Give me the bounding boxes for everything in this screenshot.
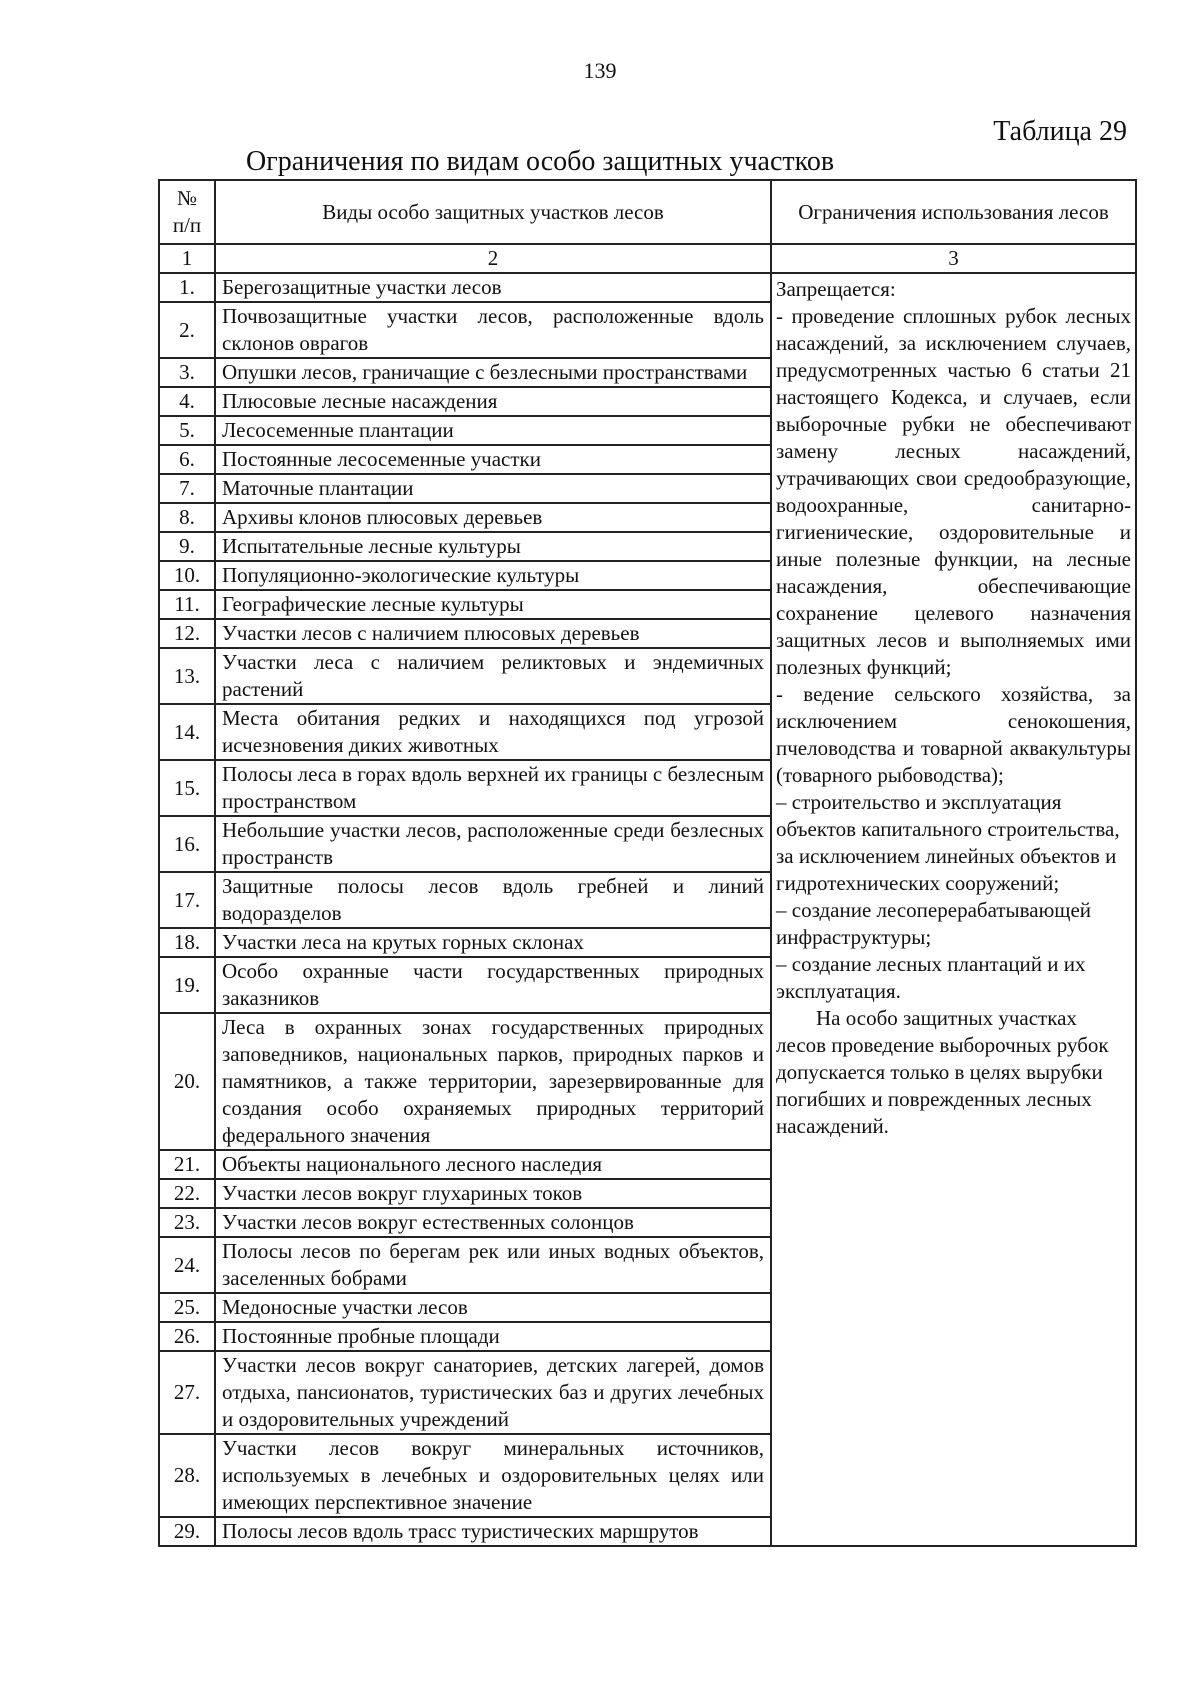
row-number: 15. — [159, 760, 215, 816]
restriction-intro: Запрещается: — [776, 277, 896, 301]
row-number: 22. — [159, 1179, 215, 1208]
row-kind: Участки лесов вокруг минеральных источников, используемых в лечебных и оздоровительных целях или имеющих перспективное значение — [215, 1434, 771, 1517]
column-number: 2 — [215, 244, 771, 273]
row-kind: Географические лесные культуры — [215, 590, 771, 619]
row-kind: Леса в охранных зонах государственных природных заповедников, национальных парков, природных парков и памятников, а также территории, зарезервированные для создания особо охраняемых природных территорий федерального значения — [215, 1013, 771, 1150]
row-number: 14. — [159, 704, 215, 760]
restriction-item: – строительство и эксплуатация объектов капитального строительства, за исключением линейных объектов и гидротехнических сооружений; — [776, 790, 1120, 895]
row-number: 25. — [159, 1293, 215, 1322]
row-number: 9. — [159, 532, 215, 561]
row-kind: Участки леса на крутых горных склонах — [215, 928, 771, 957]
row-kind: Полосы леса в горах вдоль верхней их границы с безлесным пространством — [215, 760, 771, 816]
row-kind: Участки лесов вокруг естественных солонцов — [215, 1208, 771, 1237]
restrictions-table — [158, 179, 1137, 1547]
table-body — [159, 273, 1136, 1546]
row-number: 11. — [159, 590, 215, 619]
header-kinds: Виды особо защитных участков лесов — [215, 180, 771, 244]
row-kind: Плюсовые лесные насаждения — [215, 387, 771, 416]
row-number: 5. — [159, 416, 215, 445]
header-restrictions: Ограничения использования лесов — [771, 180, 1136, 244]
row-number: 24. — [159, 1237, 215, 1293]
row-number: 6. — [159, 445, 215, 474]
row-kind: Берегозащитные участки лесов — [215, 273, 771, 302]
row-number: 19. — [159, 957, 215, 1013]
restriction-note: На особо защитных участках лесов проведение выборочных рубок допускается только в целях вырубки погибших и поврежденных лесных насаждений. — [776, 1006, 1109, 1138]
column-number: 3 — [771, 244, 1136, 273]
row-number: 8. — [159, 503, 215, 532]
restrictions-text — [776, 276, 1131, 1140]
row-kind: Медоносные участки лесов — [215, 1293, 771, 1322]
table-row — [159, 273, 1136, 302]
row-kind: Объекты национального лесного наследия — [215, 1150, 771, 1179]
row-kind: Места обитания редких и находящихся под угрозой исчезновения диких животных — [215, 704, 771, 760]
table-label: Таблица 29 — [993, 116, 1127, 147]
column-number-row — [159, 244, 1136, 273]
row-number: 2. — [159, 302, 215, 358]
restriction-item: - ведение сельского хозяйства, за исключением сенокошения, пчеловодства и товарной аквакультуры (товарного рыбоводства); — [776, 682, 1131, 787]
row-kind: Участки лесов с наличием плюсовых деревьев — [215, 619, 771, 648]
row-number: 10. — [159, 561, 215, 590]
row-kind: Постоянные лесосеменные участки — [215, 445, 771, 474]
row-kind: Участки лесов вокруг санаториев, детских лагерей, домов отдыха, пансионатов, туристических баз и других лечебных и оздоровительных учреждений — [215, 1351, 771, 1434]
row-number: 29. — [159, 1517, 215, 1546]
row-kind: Архивы клонов плюсовых деревьев — [215, 503, 771, 532]
row-number: 27. — [159, 1351, 215, 1434]
row-kind: Защитные полосы лесов вдоль гребней и линий водоразделов — [215, 872, 771, 928]
row-number: 4. — [159, 387, 215, 416]
row-number: 12. — [159, 619, 215, 648]
table-title: Ограничения по видам особо защитных участков — [246, 146, 835, 177]
page-number: 139 — [583, 58, 617, 83]
row-kind: Популяционно-экологические культуры — [215, 561, 771, 590]
row-kind: Участки леса с наличием реликтовых и эндемичных растений — [215, 648, 771, 704]
row-kind: Особо охранные части государственных природных заказников — [215, 957, 771, 1013]
table-header-row — [159, 180, 1136, 244]
row-number: 3. — [159, 358, 215, 387]
row-kind: Постоянные пробные площади — [215, 1322, 771, 1351]
header-number: № п/п — [159, 180, 215, 244]
row-number: 18. — [159, 928, 215, 957]
row-number: 21. — [159, 1150, 215, 1179]
row-kind: Почвозащитные участки лесов, расположенные вдоль склонов оврагов — [215, 302, 771, 358]
restriction-item: – создание лесоперерабатывающей инфраструктуры; — [776, 898, 1092, 949]
row-kind: Полосы лесов вдоль трасс туристических маршрутов — [215, 1517, 771, 1546]
row-kind: Лесосеменные плантации — [215, 416, 771, 445]
column-number: 1 — [159, 244, 215, 273]
row-kind: Испытательные лесные культуры — [215, 532, 771, 561]
row-number: 17. — [159, 872, 215, 928]
row-kind: Маточные плантации — [215, 474, 771, 503]
row-number: 16. — [159, 816, 215, 872]
row-kind: Участки лесов вокруг глухариных токов — [215, 1179, 771, 1208]
row-kind: Полосы лесов по берегам рек или иных водных объектов, заселенных бобрами — [215, 1237, 771, 1293]
row-number: 7. — [159, 474, 215, 503]
row-number: 20. — [159, 1013, 215, 1150]
row-number: 26. — [159, 1322, 215, 1351]
row-kind: Небольшие участки лесов, расположенные среди безлесных пространств — [215, 816, 771, 872]
restriction-item: - проведение сплошных рубок лесных насаждений, за исключением случаев, предусмотренных частью 6 статьи 21 настоящего Кодекса, и случаев, если выборочные рубки не обеспечивают замену лесных насаждений, утрачивающих свои средообразующие, водоохранные, санитарно-гигиенические, оздоровительные и иные полезные функции, на лесные насаждения, обеспечивающие сохранение целевого назначения защитных лесов и выполняемых ими полезных функций; — [776, 304, 1131, 679]
row-kind: Опушки лесов, граничащие с безлесными пространствами — [215, 358, 771, 387]
restrictions-cell — [771, 273, 1136, 1546]
restriction-item: – создание лесных плантаций и их эксплуатация. — [776, 952, 1086, 1003]
row-number: 1. — [159, 273, 215, 302]
row-number: 13. — [159, 648, 215, 704]
row-number: 28. — [159, 1434, 215, 1517]
row-number: 23. — [159, 1208, 215, 1237]
